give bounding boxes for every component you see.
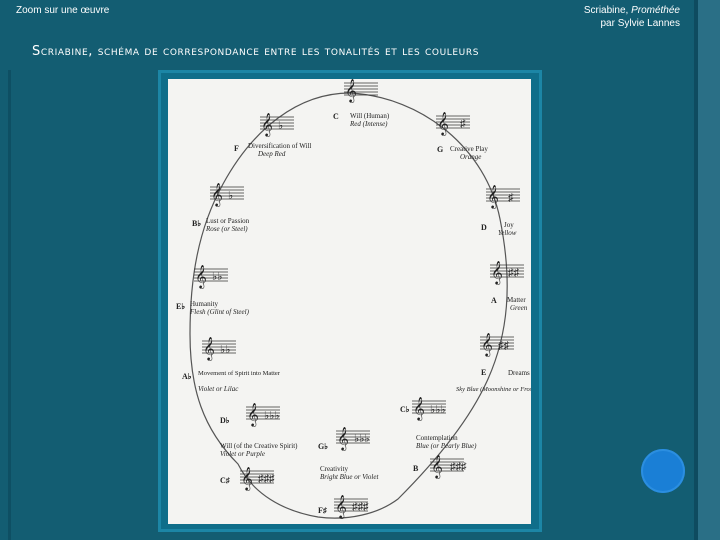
label-F: Diversification of Will [248,142,312,150]
staff-B [430,454,467,479]
key-D: D [481,223,487,232]
key-Csharp: C♯ [220,476,230,485]
key-Eflat: E♭ [176,302,186,311]
staff-D [486,184,520,209]
key-Gflat: G♭ [318,442,328,451]
label-G: Creative Play [450,145,488,153]
staff-Aflat [202,336,236,361]
color-E: Sky Blue (Moonshine or Frost) [456,386,531,393]
label-Aflat: Movement of Spirit into Matter [198,370,280,377]
key-F: F [234,144,239,153]
color-G: Orange [460,153,482,161]
key-E: E [481,368,487,377]
staff-Gflat [336,426,370,451]
work-composer: Scriabine, [583,5,632,16]
label-E: Dreams [508,369,530,377]
figure-frame [158,70,542,532]
color-B: Blue (or Pearly Blue) [416,442,477,450]
section-label: Zoom sur une œuvre [16,5,110,16]
color-Eflat: Flesh (Glint of Steel) [190,308,249,316]
key-Aflat: A♭ [182,372,192,381]
label-D: Joy [504,221,514,229]
label-Fsharp: Creativity [320,465,348,473]
svg-text:♭♭: ♭♭ [212,271,223,283]
svg-text:♭♭♭: ♭♭♭ [430,404,446,416]
diagram-svg: 𝄞 ♯ ♯ ♯♯ ♯♯ ♯♯♯ ♯♯♯ ♯♯♯ ♭♭♭ ♭♭♭ ♭♭♭ ♭♭ ♭♭ ♭ ♭ C Will (Human) Red (Intense) G Creative Play Orange D Joy Yellow A Matter Green E Dreams Sky Blue (Moonshine or Frost) B Contemplation Blue (or Pearly Blue) F♯ Creativity Bright Blue or Violet C♯ Will (of the Creative Spirit) Violet or Purple A♭ Movement of Spirit into Matter Violet or Lilac E♭ Humanity Flesh (Glint of Steel) B♭ Lust or Passion Rose (or Steel) F Diversification of Will Deep Red C♭ G♭ D♭ [168,79,531,524]
key-Cflat: C♭ [400,405,410,414]
svg-text:♯♯♯: ♯♯♯ [352,501,369,513]
svg-text:♭♭: ♭♭ [220,344,231,356]
key-B: B [413,464,419,473]
work-title: Prométhée [631,5,680,16]
key-Fsharp: F♯ [318,506,327,515]
staff-C [344,79,378,103]
color-D: Yellow [498,229,517,237]
staff-G [436,111,470,136]
staff-F [260,112,294,137]
svg-text:♯♯♯: ♯♯♯ [450,461,467,473]
key-A: A [491,296,497,305]
work-author: par Sylvie Lannes [600,18,680,29]
svg-text:♯: ♯ [508,192,514,204]
label-B: Contemplation [416,434,458,442]
color-A: Green [510,304,528,312]
staff-Bflat [210,182,244,207]
label-A: Matter [507,296,526,304]
label-C: Will (Human) [350,112,390,120]
navigation-dot-button[interactable] [641,449,685,493]
left-accent-stripe [8,70,11,540]
svg-text:♭: ♭ [228,190,234,202]
page-title: Scriabine, schéma de correspondance entre les tonalités et les couleurs [32,44,480,59]
color-Aflat: Violet or Lilac [198,385,239,393]
staff-Eflat [194,264,228,289]
svg-text:♯: ♯ [460,118,466,130]
key-G: G [437,145,444,154]
right-side-panel [698,0,720,540]
svg-text:♭♭♭: ♭♭♭ [354,433,370,445]
circle-of-fifths-diagram [168,79,531,524]
svg-text:♯♯: ♯♯ [498,340,509,352]
staff-Cflat [412,396,446,421]
svg-text:♭: ♭ [278,120,284,132]
staff-Dflat [246,402,280,427]
svg-text:♯♯: ♯♯ [508,267,519,279]
svg-text:♯♯♯: ♯♯♯ [258,473,275,485]
work-credit [584,4,680,30]
color-Bflat: Rose (or Steel) [206,225,248,233]
staff-Csharp [240,466,275,491]
svg-text:♭♭♭: ♭♭♭ [264,410,280,422]
key-Bflat: B♭ [192,219,202,228]
color-C: Red (Intense) [350,120,388,128]
key-Dflat: D♭ [220,416,230,425]
label-Csharp: Will (of the Creative Spirit) [220,442,298,450]
label-Eflat: Humanity [190,300,218,308]
key-C: C [333,112,339,121]
color-Csharp: Violet or Purple [220,450,265,458]
color-F: Deep Red [258,150,286,158]
label-Bflat: Lust or Passion [206,217,250,225]
color-Fsharp: Bright Blue or Violet [320,473,379,481]
